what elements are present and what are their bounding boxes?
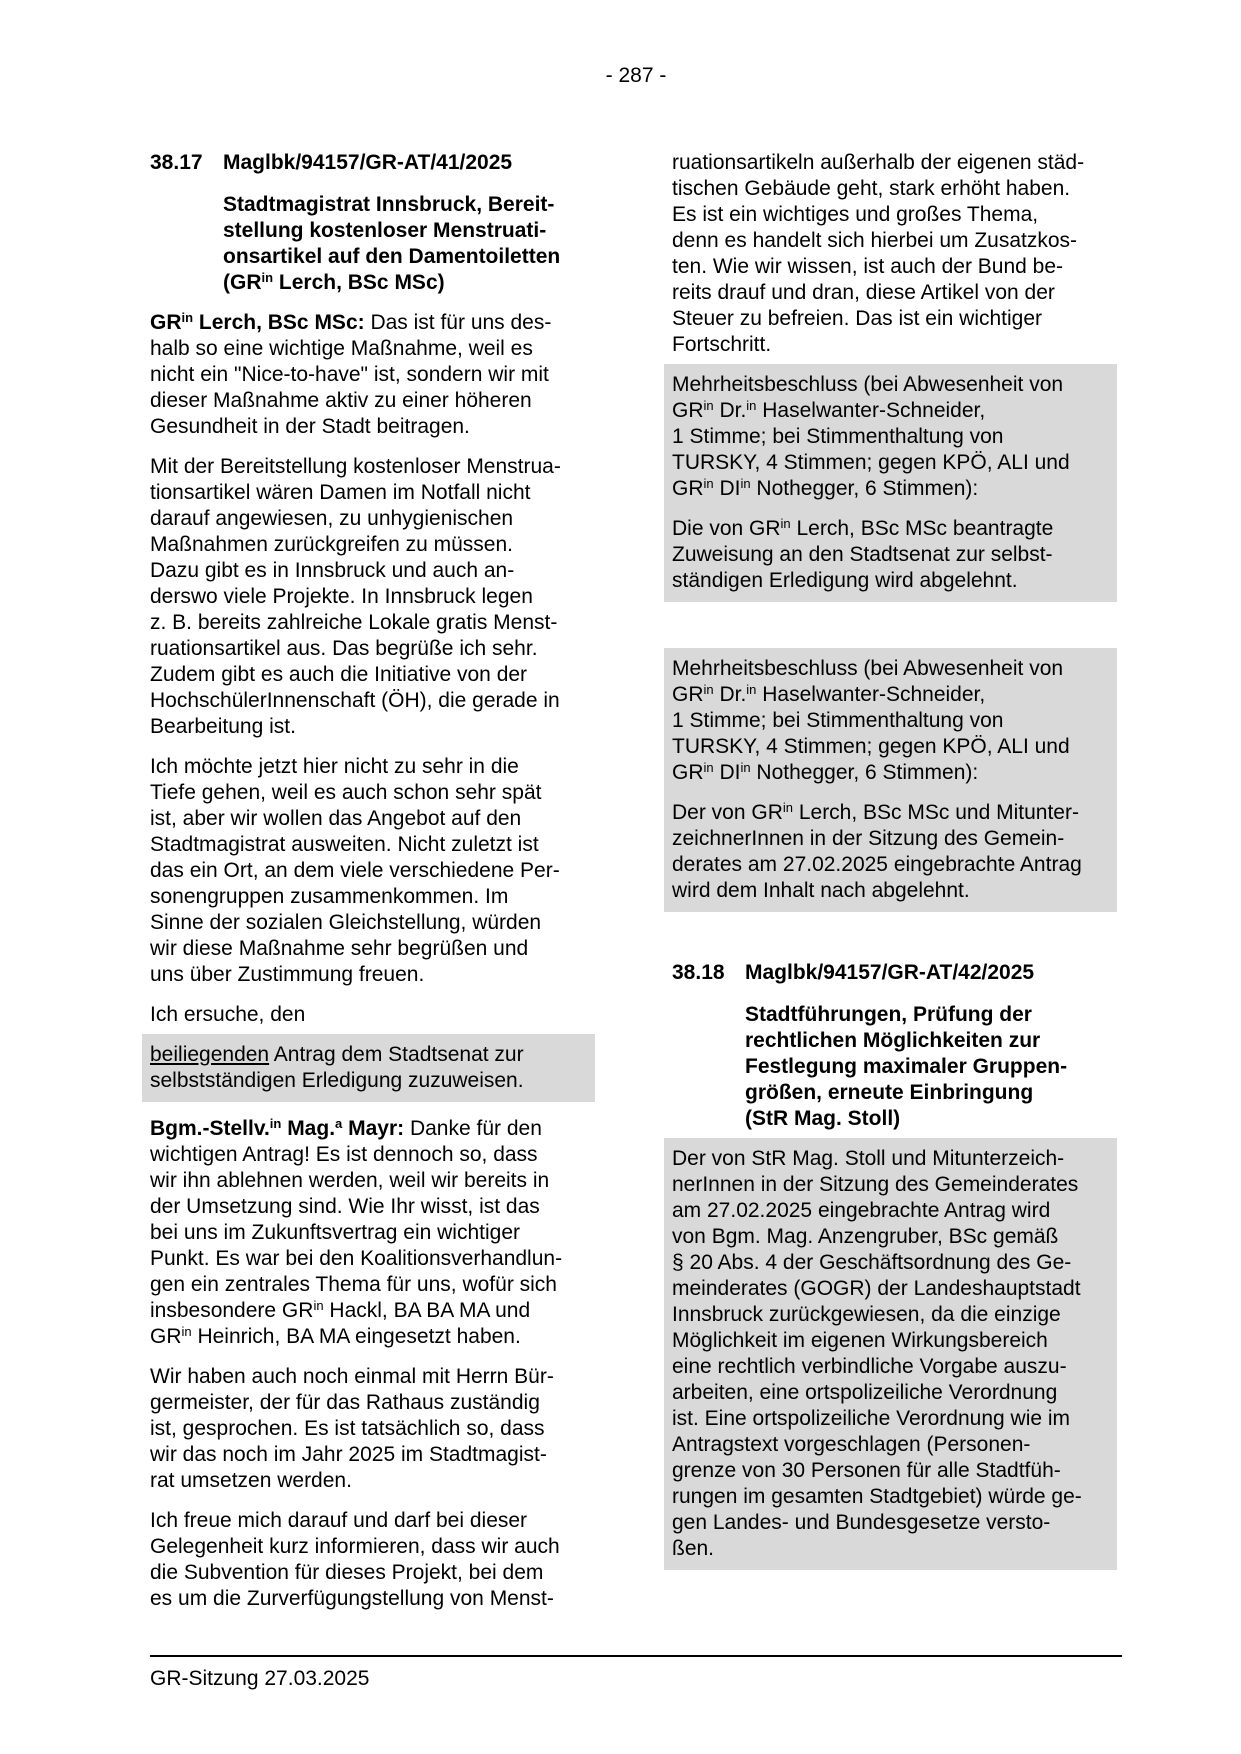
text-run: grenze von 30 Personen für alle Stadtfüh- — [672, 1459, 1061, 1482]
text-line — [150, 1586, 587, 1612]
text-line — [745, 1080, 1109, 1106]
text-run: GR — [150, 311, 182, 334]
text-run: sonengruppen zusammenkommen. Im — [150, 885, 509, 908]
text-line — [150, 584, 587, 610]
text-run: eine rechtlich verbindliche Vorgabe auszu- — [672, 1355, 1067, 1378]
text-line — [150, 1364, 587, 1390]
text-line — [150, 1416, 587, 1442]
text-line — [672, 760, 1109, 786]
text-run: wichtigen Antrag! Es ist dennoch so, dass — [150, 1143, 538, 1166]
text-run: derates am 27.02.2025 eingebrachte Antrag — [672, 853, 1082, 876]
text-line — [150, 1246, 587, 1272]
superscript-run: in — [740, 760, 751, 775]
section-heading — [672, 960, 1109, 986]
text-run: 1 Stimme; bei Stimmenthaltung von — [672, 709, 1004, 732]
text-line — [672, 1406, 1109, 1432]
text-run: Der von StR Mag. Stoll und Mitunterzeich- — [672, 1147, 1065, 1170]
text-line — [672, 306, 1109, 332]
text-run: ist, gesprochen. Es ist tatsächlich so, dass — [150, 1417, 545, 1440]
text-line — [150, 610, 587, 636]
text-line — [150, 1142, 587, 1168]
highlight-box — [664, 1138, 1117, 1570]
text-line — [150, 1220, 587, 1246]
text-run: onsartikel auf den Damentoiletten — [223, 245, 561, 268]
text-run: Steuer zu befreien. Das ist ein wichtiger — [672, 307, 1043, 330]
text-line — [672, 1146, 1109, 1172]
text-run: 1 Stimme; bei Stimmenthaltung von — [672, 425, 1004, 448]
right-text-column — [672, 150, 1109, 1570]
text-run: Nothegger, 6 Stimmen): — [750, 477, 979, 500]
text-line — [672, 852, 1109, 878]
superscript-run: in — [782, 800, 793, 815]
section-code: Maglbk/94157/GR-AT/42/2025 — [745, 961, 1035, 984]
text-line — [745, 1028, 1109, 1054]
paragraph — [150, 1002, 587, 1028]
paragraph — [150, 1364, 587, 1494]
text-run: Stadtmagistrat Innsbruck, Bereit- — [223, 193, 555, 216]
text-run: Antrag dem Stadtsenat zur — [269, 1043, 524, 1066]
text-line — [745, 1106, 1109, 1132]
text-run: derswo viele Projekte. In Innsbruck legen — [150, 585, 533, 608]
text-run: Sinne der sozialen Gleichstellung, würden — [150, 911, 542, 934]
section-subheading — [223, 192, 587, 296]
text-line — [672, 202, 1109, 228]
text-line — [150, 336, 587, 362]
text-line — [672, 280, 1109, 306]
text-line — [672, 398, 1109, 424]
paragraph — [150, 1508, 587, 1612]
left-text-column — [150, 150, 587, 1612]
text-run: Mehrheitsbeschluss (bei Abwesenheit von — [672, 657, 1064, 680]
text-line — [672, 1432, 1109, 1458]
text-run: uns über Zustimmung freuen. — [150, 963, 425, 986]
text-run: ist. Eine ortspolizeiliche Verordnung wie im — [672, 1407, 1071, 1430]
box-paragraph — [150, 1042, 587, 1094]
text-line — [150, 532, 587, 558]
text-line — [672, 1198, 1109, 1224]
text-run: Mag. — [281, 1117, 336, 1140]
superscript-run: a — [335, 1116, 343, 1131]
text-run: Stadtführungen, Prüfung der — [745, 1003, 1032, 1026]
text-line — [150, 858, 587, 884]
text-run: nicht ein "Nice-to-have" ist, sondern wir mit — [150, 363, 549, 386]
text-run: Ich freue mich darauf und darf bei dieser — [150, 1509, 528, 1532]
text-run: Das ist für uns des- — [364, 311, 552, 334]
text-line — [150, 388, 587, 414]
text-run: Bearbeitung ist. — [150, 715, 296, 738]
highlight-box — [142, 1034, 595, 1102]
text-line — [223, 218, 587, 244]
text-line — [672, 878, 1109, 904]
superscript-run: in — [703, 398, 714, 413]
text-line — [150, 806, 587, 832]
text-line — [150, 754, 587, 780]
text-run: Heinrich, BA MA eingesetzt haben. — [191, 1325, 521, 1348]
text-run: Mit der Bereitstellung kostenloser Menstrua- — [150, 455, 561, 478]
superscript-run: in — [780, 516, 791, 531]
text-run: es um die Zurverfügungstellung von Menst- — [150, 1587, 554, 1610]
text-line — [672, 1458, 1109, 1484]
text-run: DI — [713, 761, 741, 784]
text-run: wir ihn ablehnen werden, weil wir bereits in — [150, 1169, 550, 1192]
text-line — [150, 310, 587, 336]
text-run: Möglichkeit im eigenen Wirkungsbereich — [672, 1329, 1048, 1352]
text-line — [150, 714, 587, 740]
text-line — [672, 734, 1109, 760]
superscript-run: in — [181, 310, 194, 325]
text-run: GR — [150, 1325, 182, 1348]
text-line — [672, 476, 1109, 502]
superscript-run: in — [181, 1324, 192, 1339]
text-run: germeister, der für das Rathaus zuständig — [150, 1391, 540, 1414]
text-line — [672, 1354, 1109, 1380]
text-line — [150, 662, 587, 688]
text-line — [672, 1276, 1109, 1302]
text-run: ständigen Erledigung wird abgelehnt. — [672, 569, 1018, 592]
text-line — [150, 1508, 587, 1534]
text-run: Zudem gibt es auch die Initiative von der — [150, 663, 528, 686]
footer-session-label: GR-Sitzung 27.03.2025 — [150, 1667, 370, 1690]
text-run: (StR Mag. Stoll) — [745, 1107, 901, 1130]
text-line — [150, 480, 587, 506]
text-run: GR — [672, 477, 704, 500]
superscript-run: in — [746, 398, 757, 413]
box-paragraph — [672, 372, 1109, 502]
text-line — [223, 270, 587, 296]
text-line — [150, 1042, 587, 1068]
paragraph — [150, 454, 587, 740]
text-run: wird dem Inhalt nach abgelehnt. — [672, 879, 970, 902]
text-line — [672, 800, 1109, 826]
text-run: die Subvention für dieses Projekt, bei dem — [150, 1561, 544, 1584]
text-run: größen, erneute Einbringung — [745, 1081, 1034, 1104]
text-run: darauf angewiesen, zu unhygienischen — [150, 507, 514, 530]
text-line — [672, 1510, 1109, 1536]
text-run: Tiefe gehen, weil es auch schon sehr spät — [150, 781, 542, 804]
text-line — [150, 1068, 587, 1094]
text-line — [150, 636, 587, 662]
box-paragraph — [672, 1146, 1109, 1562]
text-run: Zuweisung an den Stadtsenat zur selbst- — [672, 543, 1053, 566]
text-line — [150, 1468, 587, 1494]
text-line — [672, 1302, 1109, 1328]
text-line — [150, 1324, 587, 1350]
text-line — [150, 1272, 587, 1298]
text-line — [672, 516, 1109, 542]
text-line — [672, 1484, 1109, 1510]
superscript-run: in — [703, 682, 714, 697]
text-run: nerInnen in der Sitzung des Gemeinderates — [672, 1173, 1079, 1196]
text-run: rat umsetzen werden. — [150, 1469, 352, 1492]
paragraph — [150, 754, 587, 988]
text-line — [672, 1380, 1109, 1406]
superscript-run: in — [703, 476, 714, 491]
text-run: Der von GR — [672, 801, 783, 824]
text-run: ruationsartikel aus. Das begrüße ich sehr. — [150, 637, 538, 660]
text-line — [672, 228, 1109, 254]
section-number: 38.18 — [672, 961, 725, 984]
text-line — [672, 1250, 1109, 1276]
text-line — [672, 332, 1109, 358]
text-line — [672, 450, 1109, 476]
text-run: rechtlichen Möglichkeiten zur — [745, 1029, 1041, 1052]
text-line — [672, 1536, 1109, 1562]
text-run: meinderates (GOGR) der Landeshauptstadt — [672, 1277, 1081, 1300]
text-line — [223, 192, 587, 218]
text-run: gen ein zentrales Thema für uns, wofür sich — [150, 1273, 557, 1296]
text-line — [150, 884, 587, 910]
text-run: § 20 Abs. 4 der Geschäftsordnung des Ge- — [672, 1251, 1072, 1274]
text-line — [150, 688, 587, 714]
text-run: halb so eine wichtige Maßnahme, weil es — [150, 337, 533, 360]
text-line — [672, 372, 1109, 398]
text-run: Festlegung maximaler Gruppen- — [745, 1055, 1068, 1078]
text-line — [150, 1002, 587, 1028]
text-line — [150, 962, 587, 988]
text-run: Maßnahmen zurückgreifen zu müssen. — [150, 533, 513, 556]
text-line — [150, 832, 587, 858]
superscript-run: in — [261, 270, 274, 285]
text-run: DI — [713, 477, 741, 500]
text-run: Dazu gibt es in Innsbruck und auch an- — [150, 559, 515, 582]
text-run: Es ist ein wichtiges und großes Thema, — [672, 203, 1039, 226]
superscript-run: in — [269, 1116, 282, 1131]
text-run: tischen Gebäude geht, stark erhöht haben. — [672, 177, 1071, 200]
text-line — [150, 362, 587, 388]
text-run: Lerch, BSc MSc und Mitunter- — [793, 801, 1079, 824]
superscript-run: in — [746, 682, 757, 697]
text-run: GR — [672, 761, 704, 784]
paragraph — [150, 310, 587, 440]
text-run: Danke für den — [404, 1117, 542, 1140]
text-run: ruationsartikeln außerhalb der eigenen städ- — [672, 151, 1085, 174]
text-run: tionsartikel wären Damen im Notfall nicht — [150, 481, 531, 504]
text-run: Die von GR — [672, 517, 781, 540]
text-run: Mayr: — [342, 1117, 405, 1140]
text-run: Antragstext vorgeschlagen (Personen- — [672, 1433, 1031, 1456]
text-line — [672, 568, 1109, 594]
text-run: Dr. — [713, 683, 747, 706]
text-line — [150, 1194, 587, 1220]
highlight-box — [664, 648, 1117, 912]
text-line — [672, 656, 1109, 682]
text-run: arbeiten, eine ortspolizeiliche Verordnung — [672, 1381, 1058, 1404]
text-run: Bgm.-Stellv. — [150, 1117, 270, 1140]
text-line — [672, 708, 1109, 734]
text-run: Lerch, BSc MSc: — [193, 311, 365, 334]
text-run: GR — [672, 683, 704, 706]
text-line — [672, 424, 1109, 450]
paragraph — [150, 1116, 587, 1350]
text-line — [672, 542, 1109, 568]
text-run: Gesundheit in der Stadt beitragen. — [150, 415, 470, 438]
text-run: Ich möchte jetzt hier nicht zu sehr in die — [150, 755, 519, 778]
superscript-run: in — [313, 1298, 324, 1313]
text-run: der Umsetzung sind. Wie Ihr wisst, ist das — [150, 1195, 540, 1218]
section-subheading — [745, 1002, 1109, 1132]
text-line — [672, 1224, 1109, 1250]
text-line — [672, 1172, 1109, 1198]
text-run: beiliegenden — [150, 1043, 270, 1066]
text-run: GR — [672, 399, 704, 422]
box-paragraph — [672, 656, 1109, 786]
footer-divider — [150, 1655, 1122, 1657]
text-run: selbstständigen Erledigung zuzuweisen. — [150, 1069, 524, 1092]
text-run: wir das noch im Jahr 2025 im Stadtmagist- — [150, 1443, 547, 1466]
text-run: Dr. — [713, 399, 747, 422]
text-run: Lerch, BSc MSc) — [273, 271, 445, 294]
text-line — [150, 1116, 587, 1142]
text-line — [672, 1328, 1109, 1354]
text-run: zeichnerInnen in der Sitzung des Gemein- — [672, 827, 1065, 850]
text-line — [745, 1002, 1109, 1028]
text-line — [150, 558, 587, 584]
text-line — [150, 1534, 587, 1560]
box-paragraph — [672, 516, 1109, 594]
page-number: - 287 - — [605, 64, 667, 87]
text-line — [672, 254, 1109, 280]
section-heading — [150, 150, 587, 176]
text-run: insbesondere GR — [150, 1299, 314, 1322]
text-line — [150, 936, 587, 962]
text-line — [672, 826, 1109, 852]
text-run: reits drauf und dran, diese Artikel von der — [672, 281, 1055, 304]
section-code: Maglbk/94157/GR-AT/41/2025 — [223, 151, 513, 174]
text-run: HochschülerInnenschaft (ÖH), die gerade in — [150, 689, 560, 712]
text-run: Lerch, BSc MSc beantragte — [790, 517, 1054, 540]
text-line — [672, 150, 1109, 176]
text-run: Gelegenheit kurz informieren, dass wir auch — [150, 1535, 560, 1558]
highlight-box — [664, 364, 1117, 602]
text-run: TURSKY, 4 Stimmen; gegen KPÖ, ALI und — [672, 451, 1070, 474]
text-run: ßen. — [672, 1537, 715, 1560]
text-run: Wir haben auch noch einmal mit Herrn Bür- — [150, 1365, 554, 1388]
text-run: wir diese Maßnahme sehr begrüßen und — [150, 937, 529, 960]
text-line — [150, 1560, 587, 1586]
box-paragraph — [672, 800, 1109, 904]
text-line — [150, 1390, 587, 1416]
text-run: Mehrheitsbeschluss (bei Abwesenheit von — [672, 373, 1064, 396]
text-line — [150, 1168, 587, 1194]
text-run: bei uns im Zukunftsvertrag ein wichtiger — [150, 1221, 520, 1244]
text-run: Hackl, BA BA MA und — [323, 1299, 531, 1322]
text-run: Fortschritt. — [672, 333, 772, 356]
section-number: 38.17 — [150, 151, 203, 174]
text-run: rungen im gesamten Stadtgebiet) würde ge- — [672, 1485, 1082, 1508]
text-run: dieser Maßnahme aktiv zu einer höheren — [150, 389, 532, 412]
text-run: gen Landes- und Bundesgesetze versto- — [672, 1511, 1051, 1534]
text-run: stellung kostenloser Menstruati- — [223, 219, 547, 242]
text-line — [223, 244, 587, 270]
text-line — [150, 454, 587, 480]
text-run: Nothegger, 6 Stimmen): — [750, 761, 979, 784]
text-run: TURSKY, 4 Stimmen; gegen KPÖ, ALI und — [672, 735, 1070, 758]
superscript-run: in — [740, 476, 751, 491]
text-run: Innsbruck zurückgewiesen, da die einzige — [672, 1303, 1061, 1326]
text-run: das ein Ort, an dem viele verschiedene Per- — [150, 859, 560, 882]
text-run: ist, aber wir wollen das Angebot auf den — [150, 807, 522, 830]
text-line — [150, 1442, 587, 1468]
text-line — [745, 1054, 1109, 1080]
text-line — [672, 682, 1109, 708]
text-run: Punkt. Es war bei den Koalitionsverhandlun- — [150, 1247, 563, 1270]
text-run: Ich ersuche, den — [150, 1003, 306, 1026]
text-run: von Bgm. Mag. Anzengruber, BSc gemäß — [672, 1225, 1059, 1248]
text-run: z. B. bereits zahlreiche Lokale gratis Menst- — [150, 611, 558, 634]
text-line — [150, 1298, 587, 1324]
text-line — [150, 506, 587, 532]
text-line — [150, 780, 587, 806]
text-run: Stadtmagistrat ausweiten. Nicht zuletzt ist — [150, 833, 539, 856]
text-run: Haselwanter-Schneider, — [756, 683, 986, 706]
text-line — [150, 414, 587, 440]
text-run: denn es handelt sich hierbei um Zusatzkos- — [672, 229, 1078, 252]
text-run: ten. Wie wir wissen, ist auch der Bund be- — [672, 255, 1064, 278]
superscript-run: in — [703, 760, 714, 775]
text-run: am 27.02.2025 eingebrachte Antrag wird — [672, 1199, 1051, 1222]
text-run: (GR — [223, 271, 262, 294]
text-line — [150, 910, 587, 936]
text-run: Haselwanter-Schneider, — [756, 399, 986, 422]
paragraph — [672, 150, 1109, 358]
text-line — [672, 176, 1109, 202]
